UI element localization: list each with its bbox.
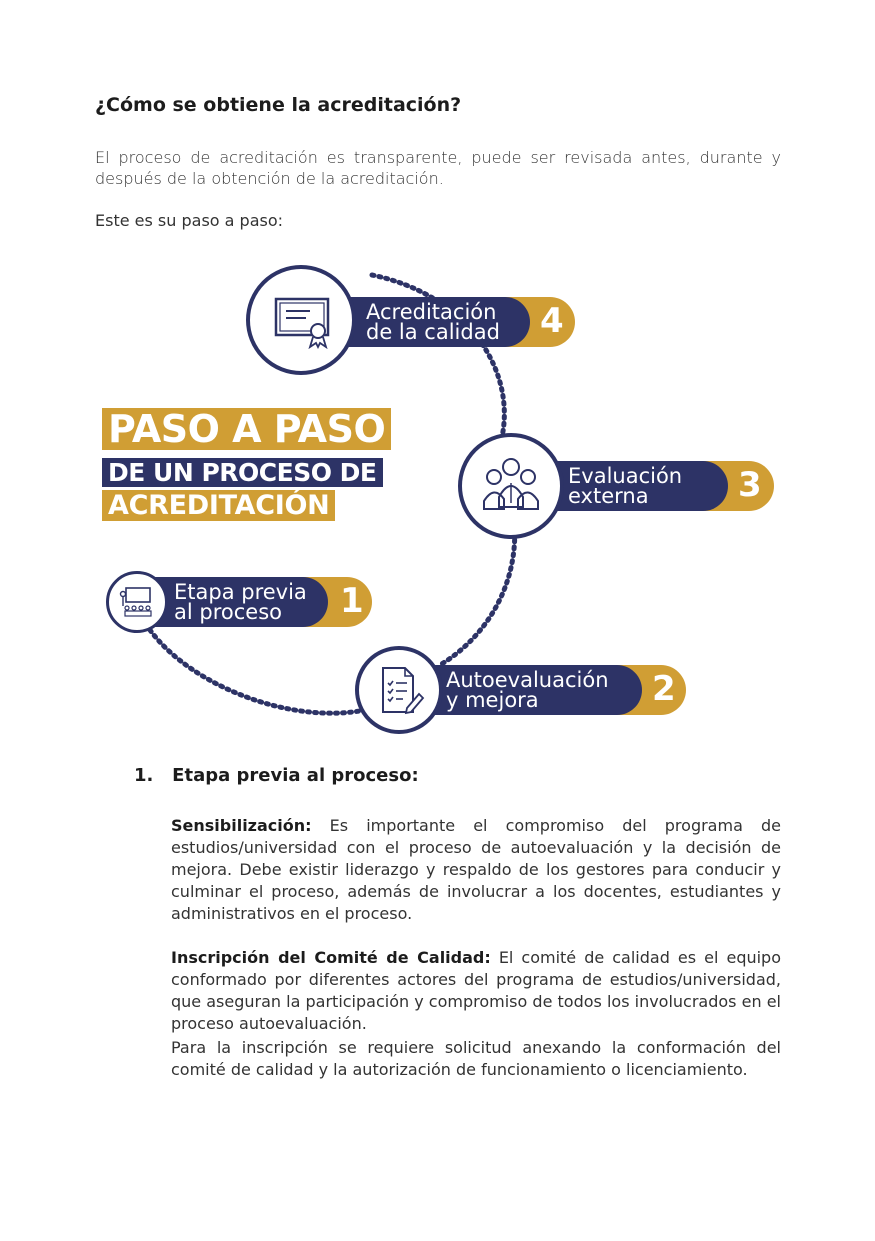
page-heading: ¿Cómo se obtiene la acreditación? [95, 94, 462, 116]
checklist-icon [359, 650, 439, 730]
step-3-number: 3 [738, 465, 762, 505]
intro-step-line: Este es su paso a paso: [95, 211, 284, 230]
presentation-icon [109, 574, 165, 630]
infographic-title-line2: DE UN PROCESO DE [102, 458, 383, 487]
certificate-icon [250, 269, 352, 371]
step-4-label: Acreditación de la calidad [366, 300, 500, 344]
step-3-label: Evaluación externa [568, 464, 683, 508]
intro-paragraph: El proceso de acreditación es transparente, puede ser revisada antes, durante y después de la obtención de la acreditación. [95, 148, 781, 188]
paragraph-label: Sensibilización: [171, 816, 312, 835]
infographic-title-line1: PASO A PASO [102, 408, 391, 450]
paragraph-sensibilizacion [171, 815, 781, 925]
paragraph-requisitos: Para la inscripción se requiere solicitud anexando la conformación del comité de calidad y la autorización de funcionamiento o licenciamiento. [171, 1038, 781, 1079]
step-1-number: 1 [340, 581, 364, 621]
step-1-label: Etapa previa al proceso [174, 580, 307, 624]
step-4-number: 4 [540, 301, 564, 341]
paragraph-text: El comité de calidad es el equipo conformado por diferentes actores del programa de estudios/universidad, que aseguran la participación y compromiso de todos los involucrados en el proceso autoevaluación. [171, 948, 782, 1033]
paragraph-inscripcion [171, 947, 781, 1035]
step-1-circle [106, 571, 168, 633]
paragraph-label: Inscripción del Comité de Calidad: [171, 948, 491, 967]
team-icon [462, 437, 560, 535]
step-3-circle [458, 433, 564, 539]
step-2-number: 2 [652, 669, 676, 709]
paragraph-text: Es importante el compromiso del programa de estudios/universidad con el proceso de autoevaluación y la decisión de mejora. Debe existir liderazgo y respaldo de los gestores para conducir y culminar el proceso, además de involucrar a los docentes, estudiantes y administrativos en el proceso. [171, 816, 781, 923]
step-2-circle [355, 646, 443, 734]
step-2-label: Autoevaluación y mejora [446, 668, 609, 712]
process-infographic [0, 255, 875, 745]
step-1-heading: 1. Etapa previa al proceso: [134, 765, 419, 786]
infographic-title-line3: ACREDITACIÓN [102, 490, 335, 521]
step-4-circle [246, 265, 356, 375]
